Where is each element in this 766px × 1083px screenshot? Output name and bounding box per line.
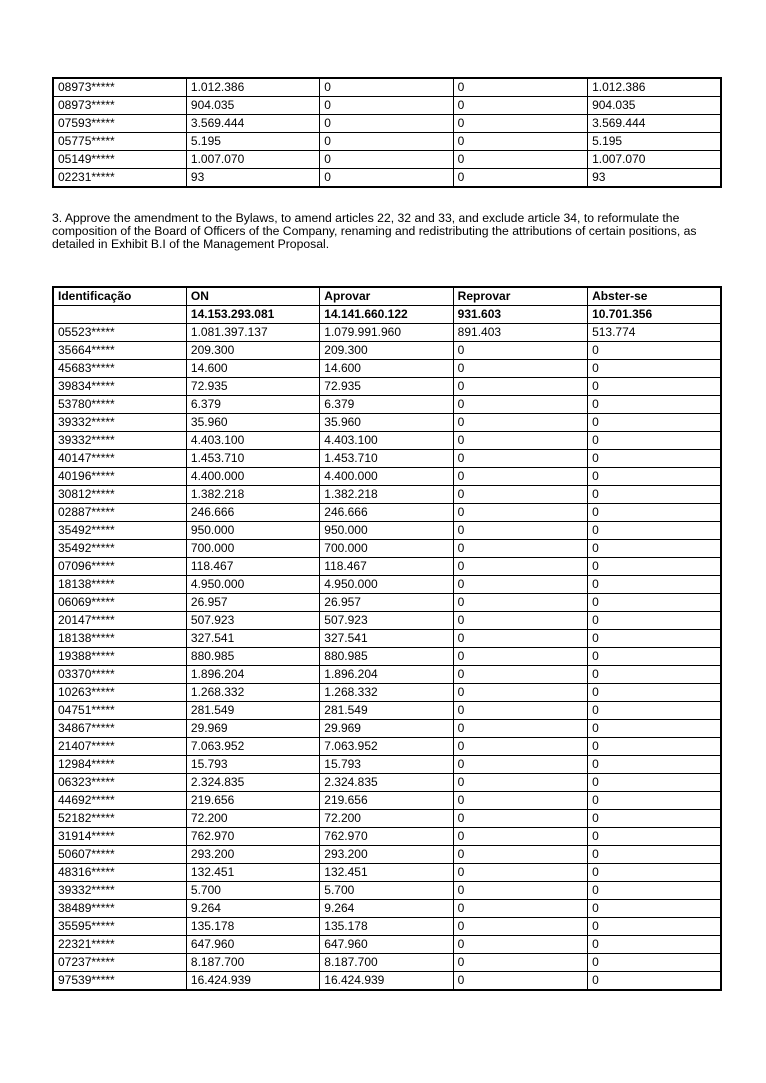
cell-reprovar: 0 (453, 612, 587, 630)
cell-on: 93 (186, 169, 319, 188)
cell-aprovar: 1.268.332 (320, 684, 453, 702)
table-header (53, 287, 721, 306)
column-header-reprovar: Reprovar (453, 287, 587, 306)
cell-on: 132.451 (186, 864, 319, 882)
cell-on: 135.178 (186, 918, 319, 936)
cell-aprovar: 246.666 (320, 504, 453, 522)
cell-on: 6.379 (186, 396, 319, 414)
cell-identificacao: 45683***** (53, 360, 186, 378)
cell-abster-se: 0 (588, 378, 721, 396)
cell-aprovar: 507.923 (320, 612, 453, 630)
cell-reprovar: 0 (453, 954, 587, 972)
cell-abster-se: 0 (588, 342, 721, 360)
cell-aprovar: 0 (320, 151, 453, 169)
cell-aprovar: 35.960 (320, 414, 453, 432)
cell-identificacao: 02231***** (53, 169, 186, 188)
table-row (53, 450, 721, 468)
cell-abster-se: 0 (588, 828, 721, 846)
cell-identificacao: 05523***** (53, 324, 186, 342)
table-row (53, 954, 721, 972)
table-row (53, 882, 721, 900)
table-row (53, 774, 721, 792)
cell-aprovar: 15.793 (320, 756, 453, 774)
cell-reprovar: 891.403 (453, 324, 587, 342)
cell-aprovar: 950.000 (320, 522, 453, 540)
resolution-item-3-text: 3. Approve the amendment to the Bylaws, to amend articles 22, 32 and 33, and exclude article 34, to reformulate the composition of the Board of Officers of the Company, renaming and redistributing the attributions of certain positions, as detailed in Exhibit B.I of the Management Proposal. (52, 211, 697, 251)
cell-aprovar: 132.451 (320, 864, 453, 882)
table-row (53, 810, 721, 828)
cell-reprovar: 0 (453, 738, 587, 756)
cell-abster-se: 0 (588, 468, 721, 486)
cell-aprovar: 0 (320, 169, 453, 188)
cell-abster-se: 0 (588, 594, 721, 612)
cell-aprovar: 14.600 (320, 360, 453, 378)
cell-on: 762.970 (186, 828, 319, 846)
cell-aprovar: 16.424.939 (320, 972, 453, 991)
cell-aprovar: 4.403.100 (320, 432, 453, 450)
cell-abster-se: 0 (588, 396, 721, 414)
cell-aprovar: 1.896.204 (320, 666, 453, 684)
cell-aprovar: 29.969 (320, 720, 453, 738)
cell-reprovar: 0 (453, 576, 587, 594)
cell-on: 281.549 (186, 702, 319, 720)
cell-identificacao: 07593***** (53, 115, 186, 133)
cell-identificacao: 39332***** (53, 414, 186, 432)
table-row (53, 324, 721, 342)
cell-identificacao: 20147***** (53, 612, 186, 630)
cell-reprovar: 0 (453, 540, 587, 558)
total-identificacao (53, 306, 186, 324)
cell-identificacao: 39332***** (53, 882, 186, 900)
cell-reprovar: 0 (453, 864, 587, 882)
cell-identificacao: 04751***** (53, 702, 186, 720)
table-row (53, 342, 721, 360)
table-row (53, 630, 721, 648)
cell-on: 950.000 (186, 522, 319, 540)
cell-identificacao: 30812***** (53, 486, 186, 504)
cell-abster-se: 0 (588, 774, 721, 792)
cell-reprovar: 0 (453, 594, 587, 612)
cell-aprovar: 5.700 (320, 882, 453, 900)
total-on: 14.153.293.081 (186, 306, 319, 324)
cell-reprovar: 0 (453, 414, 587, 432)
cell-abster-se: 3.569.444 (588, 115, 721, 133)
cell-identificacao: 40147***** (53, 450, 186, 468)
cell-on: 72.200 (186, 810, 319, 828)
cell-identificacao: 22321***** (53, 936, 186, 954)
cell-identificacao: 44692***** (53, 792, 186, 810)
cell-on: 209.300 (186, 342, 319, 360)
cell-aprovar: 72.200 (320, 810, 453, 828)
table-row (53, 756, 721, 774)
cell-on: 327.541 (186, 630, 319, 648)
cell-on: 26.957 (186, 594, 319, 612)
cell-identificacao: 08973***** (53, 78, 186, 97)
cell-on: 4.403.100 (186, 432, 319, 450)
cell-on: 35.960 (186, 414, 319, 432)
table-row (53, 828, 721, 846)
table-row (53, 972, 721, 991)
cell-identificacao: 50607***** (53, 846, 186, 864)
cell-identificacao: 38489***** (53, 900, 186, 918)
totals-row (53, 306, 721, 324)
cell-aprovar: 118.467 (320, 558, 453, 576)
table-row (53, 432, 721, 450)
cell-identificacao: 18138***** (53, 630, 186, 648)
cell-identificacao: 19388***** (53, 648, 186, 666)
cell-identificacao: 34867***** (53, 720, 186, 738)
cell-on: 14.600 (186, 360, 319, 378)
cell-on: 1.268.332 (186, 684, 319, 702)
cell-on: 904.035 (186, 97, 319, 115)
cell-reprovar: 0 (453, 450, 587, 468)
table-row (53, 684, 721, 702)
cell-on: 29.969 (186, 720, 319, 738)
cell-identificacao: 35664***** (53, 342, 186, 360)
cell-abster-se: 0 (588, 630, 721, 648)
table-row (53, 378, 721, 396)
cell-on: 8.187.700 (186, 954, 319, 972)
table-row (53, 133, 721, 151)
column-header-aprovar: Aprovar (320, 287, 453, 306)
cell-reprovar: 0 (453, 342, 587, 360)
cell-reprovar: 0 (453, 900, 587, 918)
table-row (53, 115, 721, 133)
cell-identificacao: 05775***** (53, 133, 186, 151)
cell-aprovar: 209.300 (320, 342, 453, 360)
cell-on: 4.950.000 (186, 576, 319, 594)
cell-identificacao: 35492***** (53, 522, 186, 540)
cell-on: 2.324.835 (186, 774, 319, 792)
shareholder-votes-table-continued (52, 77, 722, 188)
cell-abster-se: 904.035 (588, 97, 721, 115)
cell-abster-se: 0 (588, 666, 721, 684)
column-header-identificacao: Identificação (53, 287, 186, 306)
table-row (53, 468, 721, 486)
cell-on: 1.081.397.137 (186, 324, 319, 342)
cell-abster-se: 0 (588, 486, 721, 504)
table-row (53, 486, 721, 504)
table-row (53, 648, 721, 666)
cell-reprovar: 0 (453, 918, 587, 936)
cell-reprovar: 0 (453, 115, 587, 133)
cell-aprovar: 8.187.700 (320, 954, 453, 972)
cell-abster-se: 0 (588, 540, 721, 558)
cell-aprovar: 327.541 (320, 630, 453, 648)
cell-reprovar: 0 (453, 630, 587, 648)
cell-identificacao: 07237***** (53, 954, 186, 972)
cell-reprovar: 0 (453, 504, 587, 522)
cell-aprovar: 4.950.000 (320, 576, 453, 594)
cell-abster-se: 1.007.070 (588, 151, 721, 169)
cell-reprovar: 0 (453, 756, 587, 774)
total-reprovar: 931.603 (453, 306, 587, 324)
cell-abster-se: 5.195 (588, 133, 721, 151)
cell-reprovar: 0 (453, 97, 587, 115)
cell-reprovar: 0 (453, 78, 587, 97)
cell-identificacao: 06323***** (53, 774, 186, 792)
cell-on: 1.896.204 (186, 666, 319, 684)
cell-aprovar: 26.957 (320, 594, 453, 612)
table-row (53, 864, 721, 882)
table-row (53, 396, 721, 414)
table-row (53, 900, 721, 918)
cell-abster-se: 0 (588, 792, 721, 810)
cell-abster-se: 0 (588, 810, 721, 828)
cell-reprovar: 0 (453, 486, 587, 504)
table-row (53, 78, 721, 97)
table-row (53, 540, 721, 558)
table-row (53, 666, 721, 684)
cell-aprovar: 72.935 (320, 378, 453, 396)
cell-abster-se: 0 (588, 882, 721, 900)
cell-aprovar: 6.379 (320, 396, 453, 414)
cell-abster-se: 0 (588, 558, 721, 576)
cell-abster-se: 0 (588, 936, 721, 954)
cell-reprovar: 0 (453, 468, 587, 486)
cell-on: 293.200 (186, 846, 319, 864)
cell-identificacao: 08973***** (53, 97, 186, 115)
cell-abster-se: 0 (588, 684, 721, 702)
cell-aprovar: 135.178 (320, 918, 453, 936)
table-row (53, 702, 721, 720)
cell-on: 72.935 (186, 378, 319, 396)
table-row (53, 936, 721, 954)
cell-aprovar: 0 (320, 97, 453, 115)
cell-abster-se: 1.012.386 (588, 78, 721, 97)
cell-abster-se: 0 (588, 432, 721, 450)
table-row (53, 522, 721, 540)
table-row (53, 169, 721, 188)
cell-identificacao: 03370***** (53, 666, 186, 684)
cell-abster-se: 513.774 (588, 324, 721, 342)
cell-reprovar: 0 (453, 720, 587, 738)
table-row (53, 738, 721, 756)
cell-aprovar: 0 (320, 78, 453, 97)
cell-reprovar: 0 (453, 432, 587, 450)
cell-identificacao: 35595***** (53, 918, 186, 936)
cell-abster-se: 0 (588, 702, 721, 720)
cell-reprovar: 0 (453, 378, 587, 396)
resolution-3-votes-table (52, 286, 722, 991)
column-header-on: ON (186, 287, 319, 306)
cell-on: 647.960 (186, 936, 319, 954)
cell-abster-se: 0 (588, 414, 721, 432)
cell-identificacao: 07096***** (53, 558, 186, 576)
cell-identificacao: 40196***** (53, 468, 186, 486)
table-row (53, 792, 721, 810)
cell-abster-se: 0 (588, 972, 721, 991)
cell-abster-se: 0 (588, 612, 721, 630)
table-row (53, 504, 721, 522)
total-abster-se: 10.701.356 (588, 306, 721, 324)
cell-aprovar: 293.200 (320, 846, 453, 864)
cell-identificacao: 53780***** (53, 396, 186, 414)
table-row (53, 720, 721, 738)
cell-on: 4.400.000 (186, 468, 319, 486)
cell-reprovar: 0 (453, 684, 587, 702)
table-body (53, 306, 721, 991)
cell-abster-se: 0 (588, 360, 721, 378)
cell-reprovar: 0 (453, 846, 587, 864)
cell-reprovar: 0 (453, 522, 587, 540)
cell-on: 15.793 (186, 756, 319, 774)
cell-abster-se: 0 (588, 846, 721, 864)
cell-abster-se: 0 (588, 954, 721, 972)
column-header-abster-se: Abster-se (588, 287, 721, 306)
cell-on: 16.424.939 (186, 972, 319, 991)
cell-aprovar: 700.000 (320, 540, 453, 558)
table-body (53, 78, 721, 187)
cell-abster-se: 0 (588, 648, 721, 666)
cell-reprovar: 0 (453, 558, 587, 576)
table-row (53, 414, 721, 432)
cell-reprovar: 0 (453, 810, 587, 828)
cell-on: 880.985 (186, 648, 319, 666)
cell-aprovar: 0 (320, 133, 453, 151)
cell-aprovar: 1.453.710 (320, 450, 453, 468)
cell-reprovar: 0 (453, 360, 587, 378)
table-row (53, 918, 721, 936)
cell-aprovar: 762.970 (320, 828, 453, 846)
cell-abster-se: 0 (588, 576, 721, 594)
cell-aprovar: 281.549 (320, 702, 453, 720)
cell-aprovar: 219.656 (320, 792, 453, 810)
cell-aprovar: 1.382.218 (320, 486, 453, 504)
cell-identificacao: 05149***** (53, 151, 186, 169)
cell-identificacao: 06069***** (53, 594, 186, 612)
cell-identificacao: 21407***** (53, 738, 186, 756)
cell-on: 1.382.218 (186, 486, 319, 504)
cell-reprovar: 0 (453, 702, 587, 720)
cell-reprovar: 0 (453, 828, 587, 846)
cell-identificacao: 18138***** (53, 576, 186, 594)
cell-identificacao: 52182***** (53, 810, 186, 828)
cell-abster-se: 0 (588, 504, 721, 522)
table-row (53, 576, 721, 594)
cell-reprovar: 0 (453, 151, 587, 169)
cell-identificacao: 31914***** (53, 828, 186, 846)
total-aprovar: 14.141.660.122 (320, 306, 453, 324)
cell-identificacao: 48316***** (53, 864, 186, 882)
cell-on: 5.700 (186, 882, 319, 900)
cell-reprovar: 0 (453, 666, 587, 684)
cell-identificacao: 39834***** (53, 378, 186, 396)
cell-abster-se: 0 (588, 756, 721, 774)
cell-on: 5.195 (186, 133, 319, 151)
cell-identificacao: 35492***** (53, 540, 186, 558)
table-row (53, 612, 721, 630)
cell-reprovar: 0 (453, 396, 587, 414)
table-row (53, 97, 721, 115)
cell-reprovar: 0 (453, 936, 587, 954)
cell-abster-se: 0 (588, 738, 721, 756)
cell-abster-se: 93 (588, 169, 721, 188)
cell-aprovar: 4.400.000 (320, 468, 453, 486)
cell-reprovar: 0 (453, 133, 587, 151)
cell-aprovar: 1.079.991.960 (320, 324, 453, 342)
table-row (53, 846, 721, 864)
cell-on: 9.264 (186, 900, 319, 918)
cell-abster-se: 0 (588, 918, 721, 936)
cell-on: 246.666 (186, 504, 319, 522)
cell-on: 219.656 (186, 792, 319, 810)
table-row (53, 151, 721, 169)
cell-on: 507.923 (186, 612, 319, 630)
cell-aprovar: 647.960 (320, 936, 453, 954)
cell-on: 118.467 (186, 558, 319, 576)
cell-aprovar: 9.264 (320, 900, 453, 918)
cell-on: 3.569.444 (186, 115, 319, 133)
cell-reprovar: 0 (453, 648, 587, 666)
cell-abster-se: 0 (588, 450, 721, 468)
cell-aprovar: 880.985 (320, 648, 453, 666)
header-row (53, 287, 721, 306)
cell-identificacao: 02887***** (53, 504, 186, 522)
cell-reprovar: 0 (453, 972, 587, 991)
cell-abster-se: 0 (588, 900, 721, 918)
cell-identificacao: 12984***** (53, 756, 186, 774)
cell-abster-se: 0 (588, 720, 721, 738)
cell-abster-se: 0 (588, 864, 721, 882)
table-row (53, 360, 721, 378)
cell-reprovar: 0 (453, 774, 587, 792)
table-row (53, 594, 721, 612)
cell-on: 1.007.070 (186, 151, 319, 169)
cell-identificacao: 10263***** (53, 684, 186, 702)
cell-aprovar: 0 (320, 115, 453, 133)
cell-on: 1.453.710 (186, 450, 319, 468)
cell-identificacao: 39332***** (53, 432, 186, 450)
cell-on: 7.063.952 (186, 738, 319, 756)
cell-aprovar: 2.324.835 (320, 774, 453, 792)
cell-reprovar: 0 (453, 882, 587, 900)
cell-on: 1.012.386 (186, 78, 319, 97)
table-row (53, 558, 721, 576)
cell-abster-se: 0 (588, 522, 721, 540)
cell-aprovar: 7.063.952 (320, 738, 453, 756)
cell-identificacao: 97539***** (53, 972, 186, 991)
cell-on: 700.000 (186, 540, 319, 558)
cell-reprovar: 0 (453, 792, 587, 810)
cell-reprovar: 0 (453, 169, 587, 188)
